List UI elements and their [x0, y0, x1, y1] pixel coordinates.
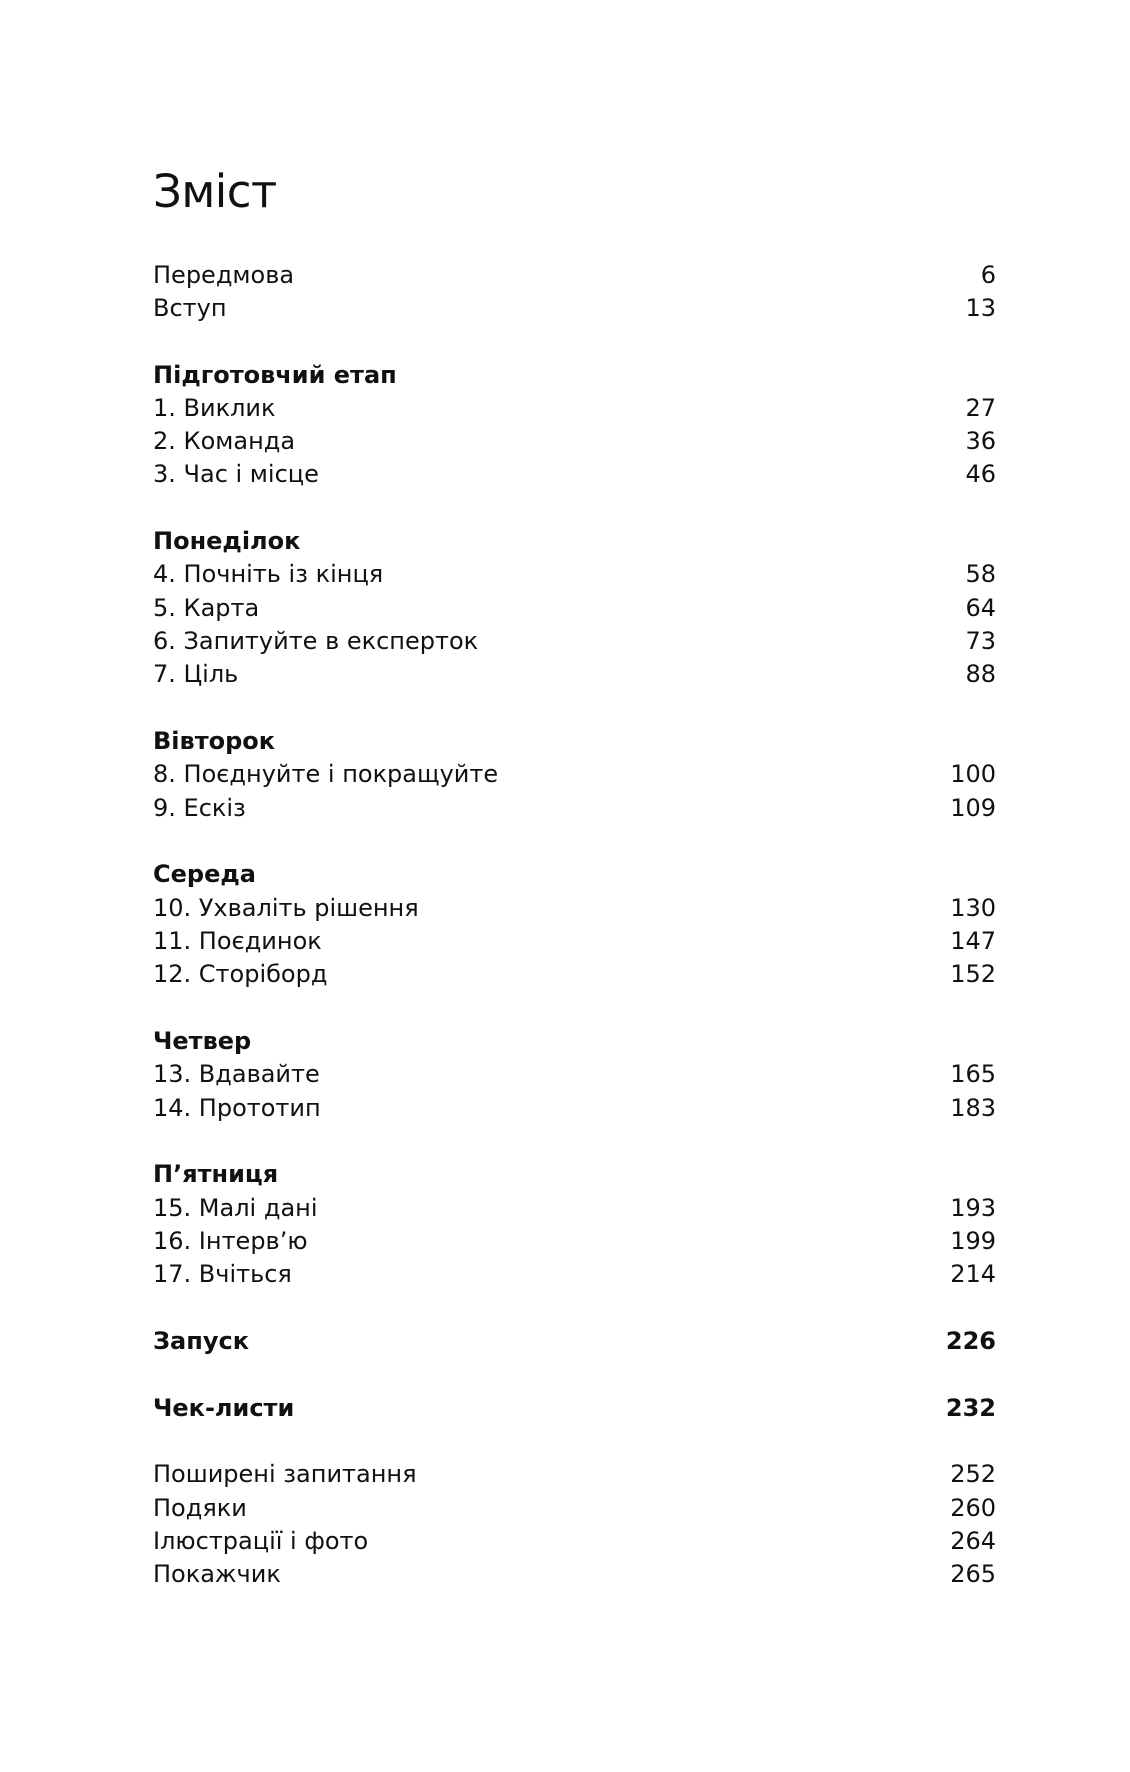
toc-page-number: 13 — [965, 294, 996, 322]
toc-entry-label: 1. Виклик — [153, 394, 276, 422]
toc-entry-label: Вівторок — [153, 727, 276, 755]
toc-section-heading — [153, 1025, 996, 1058]
toc-entry — [153, 792, 996, 825]
page-title: Зміст — [153, 165, 277, 218]
toc-page-number: 109 — [950, 794, 996, 822]
toc-entry-label: 17. Вчіться — [153, 1260, 292, 1288]
toc-entry-label: 10. Ухваліть рішення — [153, 894, 419, 922]
toc-entry — [153, 259, 996, 292]
toc-entry — [153, 1258, 996, 1291]
toc-entry — [153, 625, 996, 658]
toc-entry-label: Середа — [153, 860, 256, 888]
toc-page-number: 6 — [980, 261, 996, 289]
toc-section-heading — [153, 1392, 996, 1425]
toc-entry — [153, 458, 996, 491]
toc-entry-label: Запуск — [153, 1327, 249, 1355]
toc-entry — [153, 892, 996, 925]
toc-entry-label: 5. Карта — [153, 594, 260, 622]
toc-page-number: 232 — [945, 1394, 996, 1422]
toc-entry — [153, 1058, 996, 1091]
toc-entry-label: 2. Команда — [153, 427, 296, 455]
toc-entry-label: Передмова — [153, 261, 295, 289]
toc-page-number: 58 — [965, 560, 996, 588]
toc-entry-label: 9. Ескіз — [153, 794, 246, 822]
toc-entry-label: Покажчик — [153, 1560, 281, 1588]
toc-entry — [153, 1458, 996, 1491]
toc-page-number: 130 — [950, 894, 996, 922]
toc-entry — [153, 1525, 996, 1558]
toc-section-heading — [153, 725, 996, 758]
toc-page-number: 73 — [965, 627, 996, 655]
toc-entry-label: 3. Час і місце — [153, 460, 319, 488]
toc-page-number: 27 — [965, 394, 996, 422]
toc-entry — [153, 392, 996, 425]
toc-entry — [153, 758, 996, 791]
toc-section-heading — [153, 359, 996, 392]
toc-entry — [153, 1492, 996, 1525]
toc-page-number: 264 — [950, 1527, 996, 1555]
toc-entry — [153, 292, 996, 325]
toc-entry-label: Підготовчий етап — [153, 361, 397, 389]
toc-page-number: 165 — [950, 1060, 996, 1088]
toc-page-number: 152 — [950, 960, 996, 988]
toc-page-number: 226 — [945, 1327, 996, 1355]
toc-page-number: 252 — [950, 1460, 996, 1488]
toc-page-number: 64 — [965, 594, 996, 622]
toc-page-number: 100 — [950, 760, 996, 788]
toc-page-number: 36 — [965, 427, 996, 455]
toc-entry-label: 12. Сторіборд — [153, 960, 328, 988]
toc-entry-label: 13. Вдавайте — [153, 1060, 320, 1088]
toc-page-number: 88 — [965, 660, 996, 688]
toc-entry-label: 4. Почніть із кінця — [153, 560, 384, 588]
toc-entry-label: Чек-листи — [153, 1394, 295, 1422]
toc-page-number: 183 — [950, 1094, 996, 1122]
toc-entry-label: П’ятниця — [153, 1160, 279, 1188]
toc-section-heading — [153, 858, 996, 891]
toc-entry — [153, 1192, 996, 1225]
toc-page-number: 265 — [950, 1560, 996, 1588]
toc-entry — [153, 1092, 996, 1125]
toc-entry — [153, 558, 996, 591]
toc-entry-label: Подяки — [153, 1494, 247, 1522]
toc-section-heading — [153, 525, 996, 558]
toc-page-number: 193 — [950, 1194, 996, 1222]
toc-entry-label: 8. Поєднуйте і покращуйте — [153, 760, 499, 788]
toc-entry-label: 11. Поєдинок — [153, 927, 322, 955]
toc-section-heading — [153, 1325, 996, 1358]
toc-entry — [153, 1225, 996, 1258]
toc-entry-label: 6. Запитуйте в експерток — [153, 627, 479, 655]
toc-entry — [153, 658, 996, 691]
toc-entry — [153, 425, 996, 458]
toc-entry-label: 14. Прототип — [153, 1094, 321, 1122]
toc-entry — [153, 925, 996, 958]
toc-entry-label: 16. Інтерв’ю — [153, 1227, 308, 1255]
toc-entry-label: Поширені запитання — [153, 1460, 417, 1488]
toc-page-number: 260 — [950, 1494, 996, 1522]
toc-entry-label: 7. Ціль — [153, 660, 239, 688]
toc-entry — [153, 1558, 996, 1591]
toc-page-number: 46 — [965, 460, 996, 488]
toc-section-heading — [153, 1158, 996, 1191]
toc-entry-label: Понеділок — [153, 527, 301, 555]
toc-entry-label: Вступ — [153, 294, 227, 322]
toc-page-number: 214 — [950, 1260, 996, 1288]
toc-entry-label: Ілюстрації і фото — [153, 1527, 369, 1555]
toc-entry — [153, 958, 996, 991]
toc-entry — [153, 592, 996, 625]
toc-page-number: 199 — [950, 1227, 996, 1255]
toc-page-number: 147 — [950, 927, 996, 955]
toc-entry-label: 15. Малі дані — [153, 1194, 318, 1222]
toc-entry-label: Четвер — [153, 1027, 252, 1055]
